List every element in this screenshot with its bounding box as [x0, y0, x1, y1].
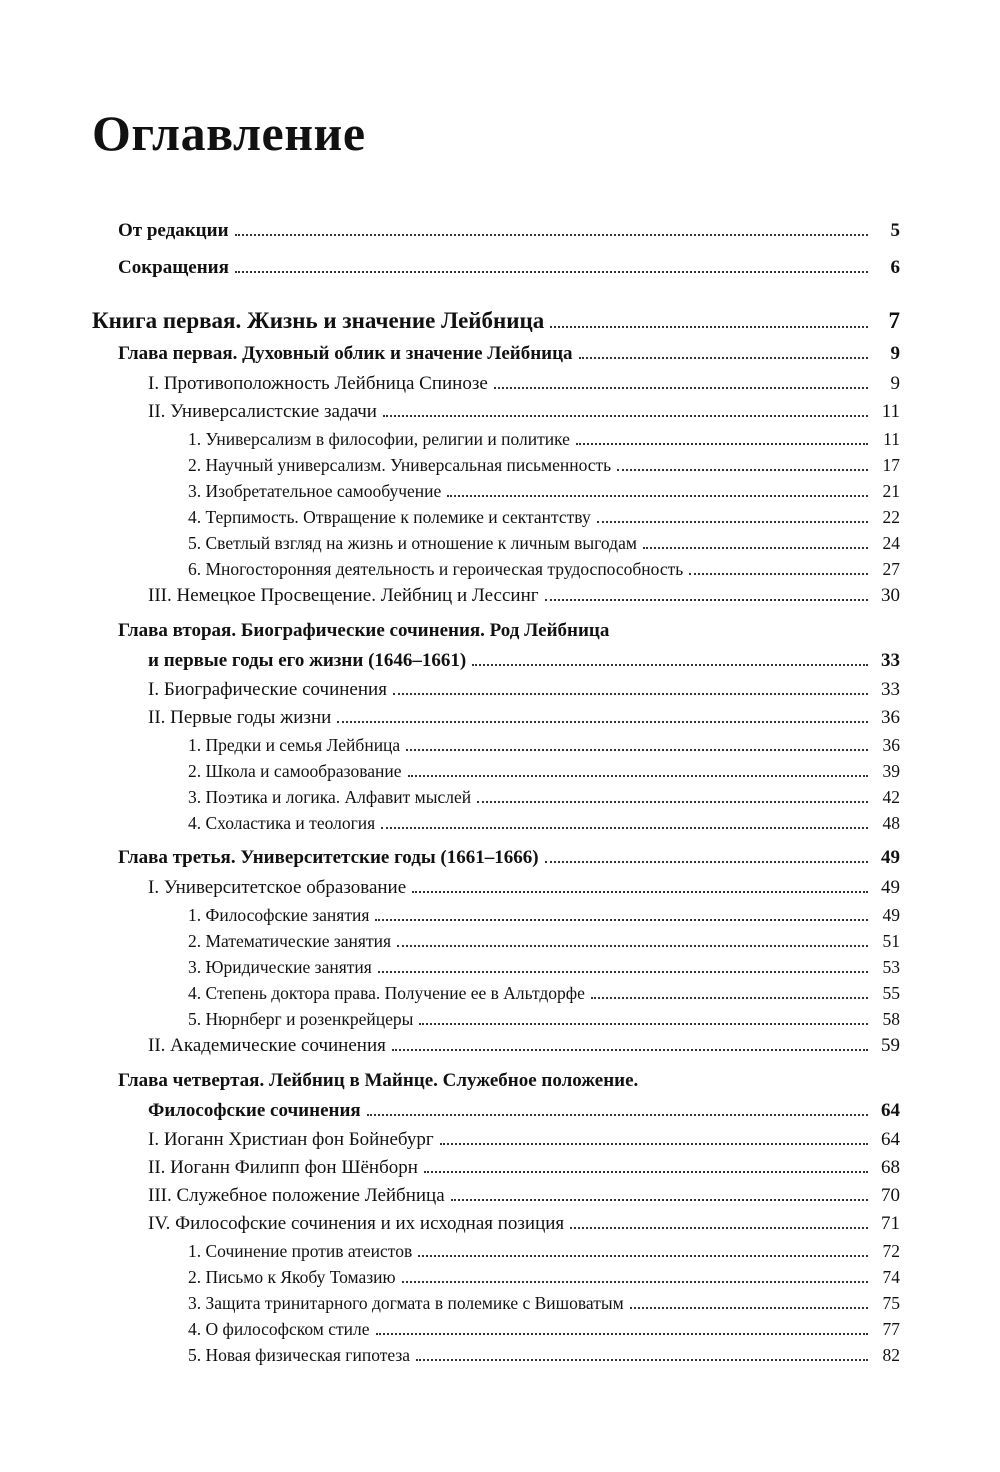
- toc-page-number: 24: [882, 533, 900, 553]
- dot-leader: [494, 387, 868, 389]
- dot-leader: [418, 1255, 868, 1257]
- toc-page-number: 36: [882, 735, 900, 755]
- dot-leader: [397, 945, 868, 947]
- section-entry[interactable]: [92, 704, 900, 732]
- toc-entry-label: Философские сочинения: [148, 1100, 361, 1121]
- chapter-entry[interactable]: [92, 842, 900, 874]
- toc-entry-label: 4. Схоластика и теология: [188, 813, 376, 833]
- subsection-entry[interactable]: [92, 758, 900, 784]
- toc-entry-label: 1. Универсализм в философии, религии и политике: [188, 429, 570, 449]
- toc-entry-label: 2. Математические занятия: [188, 931, 392, 951]
- toc-page-number: 5: [890, 220, 900, 241]
- toc-page-number: 17: [882, 455, 900, 475]
- toc-entry-label: II. Академические сочинения: [148, 1035, 386, 1056]
- section-entry[interactable]: [92, 398, 900, 426]
- toc-page-number: 70: [881, 1185, 900, 1206]
- section-entry[interactable]: [92, 1154, 900, 1182]
- subsection-entry[interactable]: [92, 452, 900, 478]
- subsection-entry[interactable]: [92, 810, 900, 836]
- toc-page-number: 77: [882, 1319, 900, 1339]
- toc-entry-label: 1. Философские занятия: [188, 905, 370, 925]
- subsection-entry[interactable]: [92, 784, 900, 810]
- toc-entry-label: I. Биографические сочинения: [148, 679, 387, 700]
- toc-entry-label: Сокращения: [118, 257, 229, 278]
- toc-page-number: 68: [881, 1157, 900, 1178]
- subsection-entry[interactable]: [92, 426, 900, 452]
- toc-entry-label: 3. Юридические занятия: [188, 957, 372, 977]
- chapter-entry-line2[interactable]: [92, 646, 900, 676]
- toc-entry-label: II. Иоганн Филипп фон Шёнборн: [148, 1157, 418, 1178]
- toc-page-number: 27: [882, 559, 900, 579]
- book-entry[interactable]: [92, 304, 900, 338]
- toc-entry-label: I. Противоположность Лейбница Спинозе: [148, 373, 488, 394]
- dot-leader: [447, 495, 868, 497]
- chapter-entry-line1[interactable]: Глава вторая. Биографические сочинения. Род Лейбница: [118, 620, 610, 641]
- toc-entry-label: 5. Новая физическая гипотеза: [188, 1345, 411, 1365]
- dot-leader: [477, 801, 868, 803]
- page-title: Оглавление: [92, 105, 366, 161]
- subsection-entry[interactable]: [92, 1006, 900, 1032]
- section-entry[interactable]: [92, 1126, 900, 1154]
- front-matter-entry[interactable]: [92, 249, 900, 286]
- section-entry[interactable]: [92, 582, 900, 610]
- subsection-entry[interactable]: [92, 1238, 900, 1264]
- toc-page-number: 11: [881, 401, 900, 422]
- toc-page-number: 7: [888, 308, 900, 333]
- subsection-entry[interactable]: [92, 556, 900, 582]
- toc-entry-label: 3. Поэтика и логика. Алфавит мыслей: [188, 787, 472, 807]
- toc-entry-label: II. Универсалистские задачи: [148, 401, 377, 422]
- dot-leader: [630, 1307, 868, 1309]
- subsection-entry[interactable]: [92, 1316, 900, 1342]
- toc-entry-label: 1. Предки и семья Лейбница: [188, 735, 401, 755]
- dot-leader: [440, 1143, 868, 1145]
- toc-page-number: 55: [882, 983, 900, 1003]
- dot-leader: [550, 326, 868, 328]
- dot-leader: [617, 469, 868, 471]
- toc-page-number: 39: [882, 761, 900, 781]
- toc-page-number: 74: [882, 1267, 900, 1287]
- toc-page-number: 48: [882, 813, 900, 833]
- dot-leader: [375, 919, 868, 921]
- toc-entry-label: I. Университетское образование: [148, 877, 407, 898]
- dot-leader: [337, 721, 868, 723]
- dot-leader: [419, 1023, 868, 1025]
- dot-leader: [545, 599, 868, 601]
- toc-entry-label: От редакции: [118, 220, 229, 241]
- dot-leader: [383, 415, 868, 417]
- chapter-entry[interactable]: [92, 338, 900, 370]
- toc-entry-label: IV. Философские сочинения и их исходная позиция: [148, 1213, 565, 1234]
- dot-leader: [376, 1333, 868, 1335]
- dot-leader: [579, 357, 868, 359]
- toc-entry-label: Глава первая. Духовный облик и значение Лейбница: [118, 343, 573, 364]
- toc-page-number: 30: [881, 585, 900, 606]
- toc-entry-label: II. Первые годы жизни: [148, 707, 332, 728]
- dot-leader: [392, 1049, 868, 1051]
- toc-page-number: 36: [881, 707, 900, 728]
- toc-entry-label: 1. Сочинение против атеистов: [188, 1241, 413, 1261]
- toc-page-number: 21: [882, 481, 900, 501]
- dot-leader: [545, 861, 868, 863]
- toc-page-number: 82: [882, 1345, 900, 1365]
- toc-entry-label: 2. Школа и самообразование: [188, 761, 402, 781]
- dot-leader: [472, 664, 868, 666]
- table-of-contents: [92, 212, 900, 1368]
- subsection-entry[interactable]: [92, 928, 900, 954]
- chapter-entry-line2[interactable]: [92, 1096, 900, 1126]
- toc-page-number: 53: [882, 957, 900, 977]
- toc-page-number: 42: [882, 787, 900, 807]
- front-matter-entry[interactable]: [92, 212, 900, 249]
- section-entry[interactable]: [92, 874, 900, 902]
- toc-page-number: 75: [882, 1293, 900, 1313]
- toc-entry-label: 4. О философском стиле: [188, 1319, 370, 1339]
- dot-leader: [424, 1171, 868, 1173]
- dot-leader: [235, 271, 868, 273]
- dot-leader: [367, 1114, 868, 1116]
- toc-page-number: 51: [882, 931, 900, 951]
- toc-entry-label: III. Немецкое Просвещение. Лейбниц и Лессинг: [148, 585, 539, 606]
- subsection-entry[interactable]: [92, 530, 900, 556]
- subsection-entry[interactable]: [92, 1264, 900, 1290]
- toc-page-number: 9: [890, 343, 900, 364]
- toc-entry-label: 5. Светлый взгляд на жизнь и отношение к личным выгодам: [188, 533, 637, 553]
- toc-entry-label: III. Служебное положение Лейбница: [148, 1185, 445, 1206]
- dot-leader: [416, 1359, 868, 1361]
- subsection-entry[interactable]: [92, 478, 900, 504]
- toc-page-number: 9: [890, 373, 900, 394]
- toc-page-number: 33: [881, 650, 900, 671]
- dot-leader: [393, 693, 868, 695]
- subsection-entry[interactable]: [92, 504, 900, 530]
- toc-page-number: 49: [881, 847, 900, 868]
- section-entry[interactable]: [92, 1210, 900, 1238]
- toc-entry-label: и первые годы его жизни (1646–1661): [148, 650, 467, 671]
- subsection-entry[interactable]: [92, 954, 900, 980]
- toc-entry-label: 3. Изобретательное самообучение: [188, 481, 442, 501]
- dot-leader: [412, 891, 868, 893]
- dot-leader: [406, 749, 868, 751]
- toc-entry-label: Книга первая. Жизнь и значение Лейбница: [92, 308, 545, 333]
- dot-leader: [402, 1281, 868, 1283]
- toc-page-number: 59: [881, 1035, 900, 1056]
- section-entry[interactable]: [92, 676, 900, 704]
- section-entry[interactable]: [92, 1032, 900, 1060]
- toc-entry-label: 6. Многосторонняя деятельность и героическая трудоспособность: [188, 559, 684, 579]
- toc-page-number: 22: [882, 507, 900, 527]
- chapter-entry-line1[interactable]: Глава четвертая. Лейбниц в Майнце. Служебное положение.: [118, 1070, 639, 1091]
- subsection-entry[interactable]: [92, 1342, 900, 1368]
- dot-leader: [570, 1227, 868, 1229]
- dot-leader: [451, 1199, 868, 1201]
- section-entry[interactable]: [92, 1182, 900, 1210]
- toc-page-number: 64: [881, 1129, 900, 1150]
- toc-entry-label: Глава третья. Университетские годы (1661–1666): [118, 847, 539, 868]
- dot-leader: [381, 827, 868, 829]
- subsection-entry[interactable]: [92, 1290, 900, 1316]
- toc-page-number: 33: [881, 679, 900, 700]
- dot-leader: [591, 997, 868, 999]
- subsection-entry[interactable]: [92, 980, 900, 1006]
- toc-page-number: 11: [883, 429, 900, 449]
- toc-entry-label: 4. Степень доктора права. Получение ее в Альтдорфе: [188, 983, 585, 1003]
- dot-leader: [689, 573, 868, 575]
- toc-entry-label: 5. Нюрнберг и розенкрейцеры: [188, 1009, 414, 1029]
- toc-page-number: 49: [882, 905, 900, 925]
- dot-leader: [643, 547, 868, 549]
- dot-leader: [235, 234, 868, 236]
- toc-entry-label: 2. Научный универсализм. Универсальная письменность: [188, 455, 612, 475]
- toc-page-number: 71: [881, 1213, 900, 1234]
- toc-page-number: 72: [882, 1241, 900, 1261]
- toc-page-number: 58: [882, 1009, 900, 1029]
- dot-leader: [597, 521, 868, 523]
- toc-page-number: 6: [890, 257, 900, 278]
- toc-entry-label: I. Иоганн Христиан фон Бойнебург: [148, 1129, 434, 1150]
- dot-leader: [408, 775, 868, 777]
- toc-entry-label: 4. Терпимость. Отвращение к полемике и сектантству: [188, 507, 591, 527]
- subsection-entry[interactable]: [92, 902, 900, 928]
- spacer: [92, 286, 900, 304]
- section-entry[interactable]: [92, 370, 900, 398]
- toc-entry-label: 3. Защита тринитарного догмата в полемике с Вишоватым: [188, 1293, 624, 1313]
- dot-leader: [576, 443, 868, 445]
- dot-leader: [378, 971, 868, 973]
- toc-page-number: 64: [881, 1100, 900, 1121]
- subsection-entry[interactable]: [92, 732, 900, 758]
- toc-entry-label: 2. Письмо к Якобу Томазию: [188, 1267, 396, 1287]
- toc-page-number: 49: [881, 877, 900, 898]
